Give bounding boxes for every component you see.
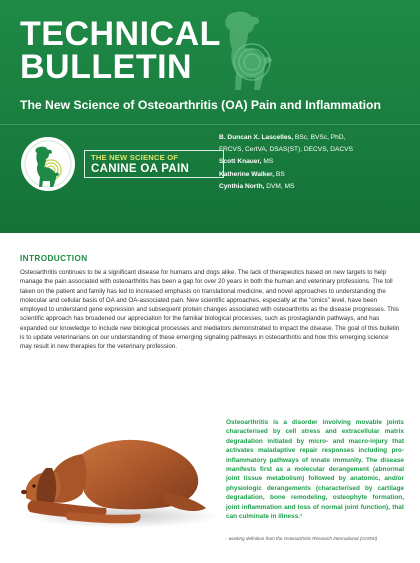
- author-item: [219, 169, 415, 181]
- author-name: Katherine Walker,: [219, 170, 275, 178]
- logo-title: CANINE OA PAIN: [91, 163, 190, 175]
- oa-definition: Osteoarthritis is a disorder involving movable joints characterised by cell stress and extracellular matrix degradation initiated by micro- and macro-injury that activates maladaptive repair responses including pro-inflammatory pathways of innate immunity. The disease manifests first as a molecular derangement (abnormal joint tissue metabolism) followed by anatomic, and/or physiologic derangements (characterised by cartilage degradation, bone remodeling, osteophyte formation, joint inflammation and loss of normal joint function), that can culminate in illness.¹: [226, 419, 404, 521]
- author-credentials: BSc, BVSc, PhD,: [293, 134, 346, 141]
- author-name: Scott Knauer,: [219, 158, 262, 166]
- title-line: BULLETIN: [20, 48, 193, 86]
- author-item: [219, 156, 415, 168]
- lying-dog-photo: [12, 404, 216, 532]
- author-credentials: BS: [274, 170, 285, 178]
- author-list: [219, 132, 415, 193]
- author-item: [219, 181, 415, 193]
- program-logo-box: [84, 150, 224, 178]
- intro-paragraph: Osteoarthritis continues to be a significant disease for humans and dogs alike. The lack of therapeutics based on new targets to help manage the pain associated with osteoarthritis has been a gap for over 20 years in both the human and veterinary professions. The toll taken on the patient and family has led to increased emphasis on translational medicine, and novel approaches to understanding the molecular and cellular basis of OA and OA-associated pain. New scientific approaches, especially at the "omics" level, have been employed to understand gene expression and subsequent protein changes associated with osteoarthritis as the disease progresses. This scientific approach has broadened our appreciation for the familiar biological processes, such as prostaglandin pathways, and has expanded our knowledge to include new biological processes and mediators demonstrated to impact the disease. The goal of this bulletin is to update veterinarians on our understanding of these emerging signaling pathways in osteoarthritis and how this emerging science may result in new therapies for the veterinary profession.: [20, 269, 400, 351]
- author-credentials: FRCVS, CertVA, DSAS(ST), DECVS, DACVS: [219, 146, 353, 154]
- author-credentials: DVM, MS: [264, 182, 295, 190]
- header-banner: [0, 0, 420, 233]
- header-divider: [0, 124, 420, 125]
- dog-silhouette-icon: [208, 8, 294, 94]
- author-credentials: MS: [261, 158, 274, 166]
- author-item: [219, 132, 415, 144]
- author-name: Cynthia North,: [219, 182, 265, 190]
- dog-in-circle-logo-icon: [20, 136, 76, 192]
- logo-tagline: THE NEW SCIENCE OF: [91, 153, 179, 162]
- author-name: B. Duncan X. Lascelles,: [219, 134, 294, 141]
- section-heading: INTRODUCTION: [20, 254, 88, 263]
- bulletin-subtitle: The New Science of Osteoarthritis (OA) Pain and Inflammation: [20, 98, 381, 112]
- title-line: TECHNICAL: [20, 15, 221, 53]
- definition-source-note: - working definition from the Osteoarthritis Research International (OARSI): [226, 536, 378, 541]
- bulletin-title: [20, 15, 221, 86]
- author-item: [219, 144, 415, 156]
